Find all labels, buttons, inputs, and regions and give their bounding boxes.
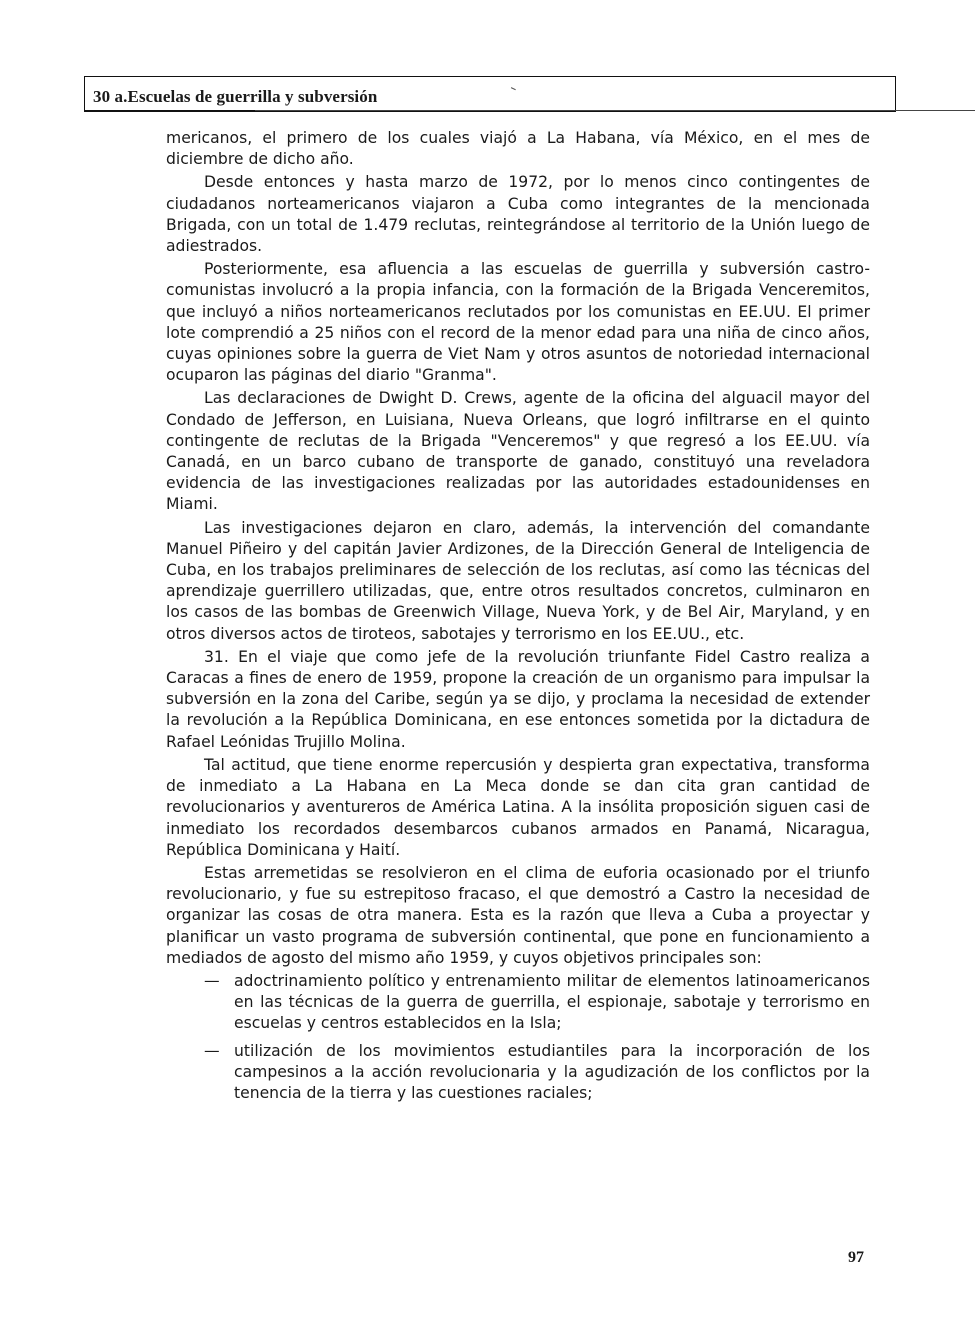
paragraph: 31. En el viaje que como jefe de la revolución triunfante Fidel Castro realiza a Caracas a fines de enero de 1959, propone la creación de un organismo para impulsar la subversión en la zona del Caribe, según ya se dijo, y proclama la necesidad de extender la revolución a la República Dominicana, en ese entonces sometida por la dictadura de Rafael Leónidas Trujillo Molina.	[166, 647, 870, 751]
page-number: 97	[848, 1249, 864, 1266]
paragraph: Posteriormente, esa afluencia a las escuelas de guerrilla y subversión castro-comunistas involucró a la propia infancia, con la formación de la Brigada Venceremitos, que incluyó a niños norteamericanos reclutados por los comunistas en EE.UU. El primer lote comprendió a 25 niños con el record de la menor edad para una niña de cinco años, cuyas opiniones sobre la guerra de Viet Nam y otros asuntos de notoriedad internacional ocuparon las páginas del diario "Granma".	[166, 260, 870, 385]
header-underline	[255, 110, 975, 111]
list-item-text: adoctrinamiento político y entrenamiento militar de elementos latinoamericanos en las técnicas de la guerra de guerrilla, el espionaje, sabotaje y terrorismo en escuelas y centros establecidos en la Isla;	[234, 971, 870, 1033]
paragraph: Las investigaciones dejaron en claro, además, la intervención del comandante Manuel Piñeiro y del capitán Javier Ardizones, de la Dirección General de Inteligencia de Cuba, en los trabajos preliminares de selección de los reclutas, así como las técnicas del aprendizaje guerrillero utilizadas, que, entre otros resultados concretos, culminaron en los casos de las bombas de Greenwich Village, Nueva York, y de Bel Air, Maryland, y en otros diversos actos de tiroteos, sabotajes y terrorismo en los EE.UU., etc.	[166, 518, 870, 643]
list-dash: —	[204, 1041, 220, 1060]
list-item	[166, 1041, 870, 1105]
list-dash: —	[204, 971, 220, 990]
running-header-box	[84, 76, 896, 112]
body-text	[166, 128, 870, 1110]
list-item-text: utilización de los movimientos estudiantiles para la incorporación de los campesinos a la acción revolucionaria y la agudización de los conflictos por la tenencia de la tierra y las cuestiones raciales;	[234, 1041, 870, 1102]
paragraph: Desde entonces y hasta marzo de 1972, por lo menos cinco contingentes de ciudadanos norteamericanos viajaron a Cuba como integrantes de la mencionada Brigada, con un total de 1.479 reclutas, reintegrándose al territorio de la Unión luego de adiestrados.	[166, 173, 870, 256]
paragraph: Estas arremetidas se resolvieron en el clima de euforia ocasionado por el triunfo revolucionario, y fue su estrepitoso fracaso, el que demostró a Castro la necesidad de organizar las cosas de otra manera. Esta es la razón que lleva a Cuba a proyectar y planificar un vasto programa de subversión continental, que pone en funcionamiento a mediados de agosto del mismo año 1959, y cuyos objetivos principales son:	[166, 863, 870, 967]
list-item	[166, 971, 870, 1035]
paragraph: Las declaraciones de Dwight D. Crews, agente de la oficina del alguacil mayor del Condado de Jefferson, en Luisiana, Nueva Orleans, que logró infiltrarse en el quinto contingente de reclutas de la Brigada "Venceremos" y que regresó a los EE.UU. vía Canadá, en un barco cubano de transporte de ganado, constituyó una reveladora evidencia de las investigaciones realizadas por las autoridades estadounidenses en Miami.	[166, 389, 870, 514]
running-header-title: 30 a.Escuelas de guerrilla y subversión	[93, 87, 378, 106]
objectives-list	[166, 971, 870, 1104]
paragraph: Tal actitud, que tiene enorme repercusión y despierta gran expectativa, transforma de inmediato a La Habana en La Meca donde se dan cita gran cantidad de revolucionarios y aventureros de América Latina. A la insólita proposición siguen casi de inmediato los recordados desembarcos cubanos armados en Panamá, Nicaragua, República Dominicana y Haití.	[166, 755, 870, 859]
paragraph: mericanos, el primero de los cuales viajó a La Habana, vía México, en el mes de diciembre de dicho año.	[166, 129, 870, 169]
